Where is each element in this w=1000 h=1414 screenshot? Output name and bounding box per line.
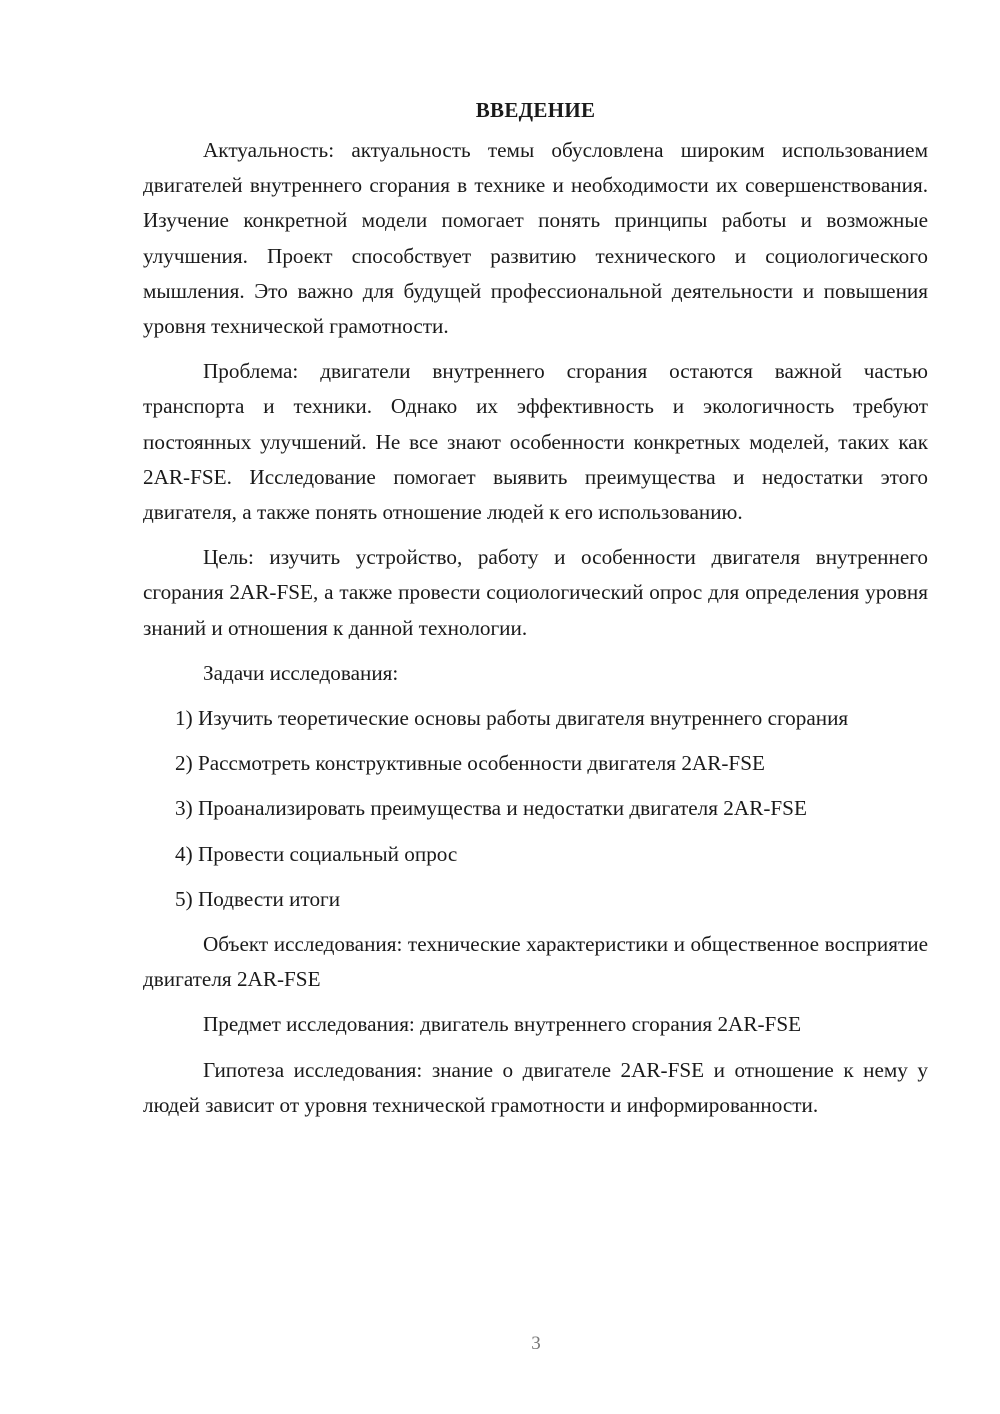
page-number: 3	[531, 1333, 541, 1354]
paragraph-object: Объект исследования: технические характеристики и общественное восприятие двигателя 2AR-FSE	[143, 932, 928, 992]
section-title: ВВЕДЕНИЕ	[475, 98, 596, 122]
task-item-1: 1) Изучить теоретические основы работы двигателя внутреннего сгорания	[175, 706, 849, 731]
paragraph-problem: Проблема: двигатели внутреннего сгорания остаются важной частью транспорта и техники. Однако их эффективность и экологичность требуют постоянных улучшений. Не все знают особенности конкретных моделей, таких как 2AR-FSE. Исследование помогает выявить преимущества и недостатки этого двигателя, а также понять отношение людей к его использованию.	[143, 359, 928, 525]
tasks-heading: Задачи исследования:	[203, 660, 399, 685]
task-item-5: 5) Подвести итоги	[175, 886, 341, 911]
task-item-3: 3) Проанализировать преимущества и недостатки двигателя 2AR-FSE	[175, 796, 807, 821]
paragraph-relevance: Актуальность: актуальность темы обусловлена широким использованием двигателей внутреннего сгорания в технике и необходимости их совершенствования. Изучение конкретной модели помогает понять принципы работы и возможные улучшения. Проект способствует развитию технического и социологического мышления. Это важно для будущей профессиональной деятельности и повышения уровня технической грамотности.	[143, 138, 928, 339]
page-content	[143, 94, 928, 1133]
task-item-4: 4) Провести социальный опрос	[175, 841, 458, 866]
paragraph-hypothesis: Гипотеза исследования: знание о двигателе 2AR-FSE и отношение к нему у людей зависит от уровня технической грамотности и информированности.	[143, 1057, 928, 1117]
paragraph-goal: Цель: изучить устройство, работу и особенности двигателя внутреннего сгорания 2AR-FSE, а также провести социологический опрос для определения уровня знаний и отношения к данной технологии.	[143, 545, 928, 640]
task-item-2: 2) Рассмотреть конструктивные особенности двигателя 2AR-FSE	[175, 751, 765, 776]
paragraph-subject: Предмет исследования: двигатель внутреннего сгорания 2AR-FSE	[203, 1012, 802, 1037]
